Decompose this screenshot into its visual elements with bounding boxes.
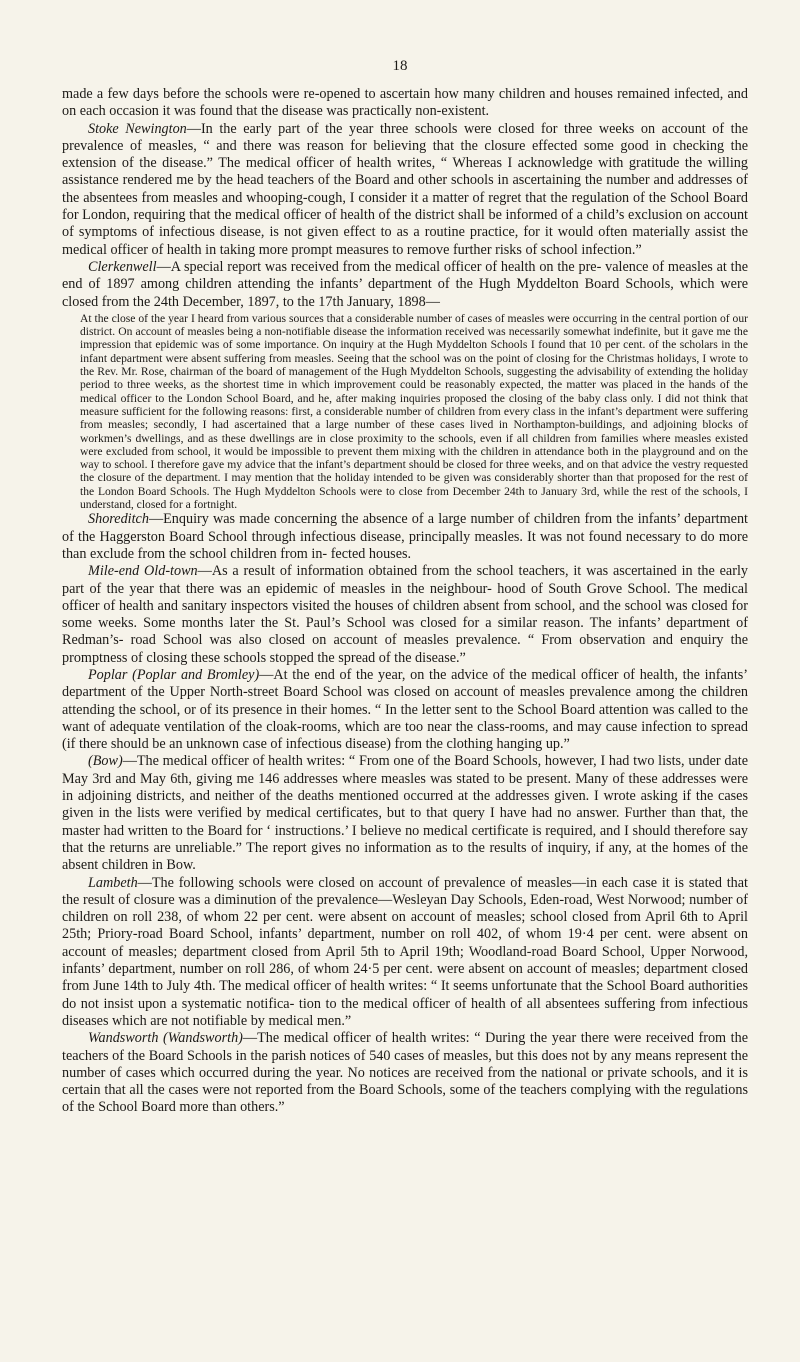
paragraph-text: made a few days before the schools were re-opened to ascertain how many children and houses remained infected, and on each occasion it was found that the disease was practically non-existent.: [62, 86, 748, 120]
block-quote: At the close of the year I heard from various sources that a considerable number of cases of measles were occurring in the central portion of our district. On account of measles being a non-notifiable disease the information received was necessarily somewhat indefinite, but it gave me the impression that epidemic was of some importance. On inquiry at the Hugh Myddelton Schools I found that 10 per cent. of the scholars in the infant department were absent suffering from measles. Seeing that the school was on the point of closing for the Christmas holidays, I wrote to the Rev. Mr. Rose, chairman of the board of management of the Hugh Myddelton Schools, suggesting the advisability of extending the holiday period to three weeks, as the shortest time in which improvement could be reasonably expected, the matter was placed in the hands of the medical officer to the London School Board, and he, after making inquiries proposed the closing of the baby class only. I did not think that measure sufficient for the following reasons: first, a considerable number of children from every class in the infant’s department were suffering from measles; secondly, I had ascertained that a large number of these cases lived in Northampton-buildings, and adjoining blocks of workmen’s dwellings, and as these dwellings are in close proximity to the schools, even if all children from families where measles existed were excluded from school, it would be impossible to prevent them mixing with the children in attendance both in the playground and on the way to school. I therefore gave my advice that the infant’s department should be closed for three weeks, and on that advice the vestry requested the closure of the department. I may mention that the holiday intended to be given was considerably shorter than that proposed for the rest of the London Board Schools. The Hugh Myddelton Schools were to close from December 24th to January 3rd, while the rest of the schools, I understand, closed for a fortnight.: [80, 311, 748, 512]
paragraph-text: —The following schools were closed on account of prevalence of measles—in each case it is stated that the result of closure was a diminution of the prevalence—Wesleyan Day Schools, Eden-road, West Norwood; number of children on roll 238, of whom 22 per cent. were absent on account of measles; school closed from April 6th to April 25th; Priory-road Board School, infants’ department, number on roll 402, of whom 19·4 per cent. were absent on account of measles; department closed from April 5th to April 19th; Woodland-road Board School, Upper Norwood, infants’ department, number on roll 286, of whom 24·5 per cent. were absent on account of measles; department closed from June 14th to July 4th. The medical officer of health writes: “ It seems unfortunate that the School Board authorities do not insist upon a systematic notifica- tion to the medical officer of health of all absentees suffering from infectious diseases which are not notifiable by medical men.”: [62, 874, 748, 1029]
paragraph-lambeth: [62, 875, 748, 1031]
paragraph-text: —Enquiry was made concerning the absence of a large number of children from the infants’ department of the Haggerston Board School through infectious disease, principally measles. It was not found necessary to do more than exclude from the school children from in- fected houses.: [62, 511, 748, 562]
paragraph-text: —As a result of information obtained from the school teachers, it was ascertained in the early part of the year that there was an epidemic of measles in the neighbour- hood of South Grove School. The medical officer of health and sanitary inspectors visited the houses of children absent from school, and the school was closed for some weeks. Some months later the St. Paul’s School was closed for a similar reason. The infants’ department of Redman’s- road School was also closed on account of measles prevalence. “ From observation and enquiry the promptness of closing these schools stopped the spread of the disease.”: [62, 563, 748, 666]
paragraph-text: —A special report was received from the medical officer of health on the pre- valence of measles at the end of 1897 among children attending the infants’ department of the Hugh Myddelton Board Schools, which were closed from the 24th December, 1897, to the 17th January, 1898—: [62, 258, 748, 310]
district-heading: Shoreditch: [88, 511, 149, 528]
paragraph-text: —The medical officer of health writes: “ During the year there were received from the teachers of the Board Schools in the parish notices of 540 cases of measles, but this does not by any means represent the number of cases which occurred during the year. No notices are received from the national or private schools, and it is certain that all the cases were not reported from the Board Schools, some of the teachers complying with the regulations of the School Board more than others.”: [62, 1030, 749, 1116]
district-heading: Lambeth: [88, 874, 138, 891]
paragraph-poplar: [62, 667, 748, 753]
paragraph-clerkenwell: [62, 259, 748, 311]
paragraph-wandsworth: [62, 1030, 748, 1116]
paragraph-text: —The medical officer of health writes: “ From one of the Board Schools, however, I had two lists, under date May 3rd and May 6th, giving me 146 addresses where measles was stated to be present. Many of these addresses were in adjoining districts, and neither of the deaths mentioned occurred at the addresses given. I wrote asking if the cases given in the lists were verified by medical certificates, but to that query I have had no answer. Further than that, the master had written to the Board for ‘ instructions.’ I believe no medical certificate is required, and I should therefore say that the returns are unreliable.” The report gives no information as to the results of inquiry, if any, at the homes of the absent children in Bow.: [62, 753, 748, 874]
paragraph-shoreditch: [62, 511, 748, 563]
paragraph-mile-end: [62, 563, 748, 667]
page-number: 18: [392, 58, 408, 74]
district-heading: Mile-end Old-town: [88, 563, 198, 580]
district-heading: Stoke Newington: [88, 120, 187, 137]
page-body: [62, 86, 748, 1117]
paragraph-text: —At the end of the year, on the advice of the medical officer of health, the infants’ department of the Upper North-street Board School was closed on account of measles prevalence among the children attending the school, or of its presence in their homes. “ In the letter sent to the School Board attention was called to the want of adequate ventilation of the cloak-rooms, which are too near the class-rooms, and may cause infection to spread (if there should be an unknown case of infectious disease) from the clothing hanging up.”: [62, 666, 749, 753]
paragraph-text: —In the early part of the year three schools were closed for three weeks on account of the prevalence of measles, “ and there was reason for believing that the closure effected some good in checking the extension of the disease.” The medical officer of health writes, “ Whereas I acknowledge with gratitude the willing assistance rendered me by the head teachers of the Board and other schools in ascertaining the number and addresses of the absentees from measles and whooping-cough, I consider it a matter of regret that the regulation of the School Board for London, requiring that the medical officer of health of the district shall be informed of a child’s exclusion on account of symptoms of infectious disease, is not given effect to as a routine practice, for it would often materially assist the medical officer of health in taking more prompt measures to remove further risks of school infection.”: [62, 120, 748, 258]
district-heading: Clerkenwell: [88, 258, 157, 275]
paragraph-continuation: [62, 86, 748, 121]
paragraph-stoke-newington: [62, 121, 748, 259]
district-heading: Poplar (Poplar and Bromley): [88, 666, 260, 683]
district-heading: Wandsworth (Wandsworth): [88, 1030, 243, 1047]
paragraph-bow: [62, 753, 748, 874]
district-heading: (Bow): [88, 753, 123, 770]
